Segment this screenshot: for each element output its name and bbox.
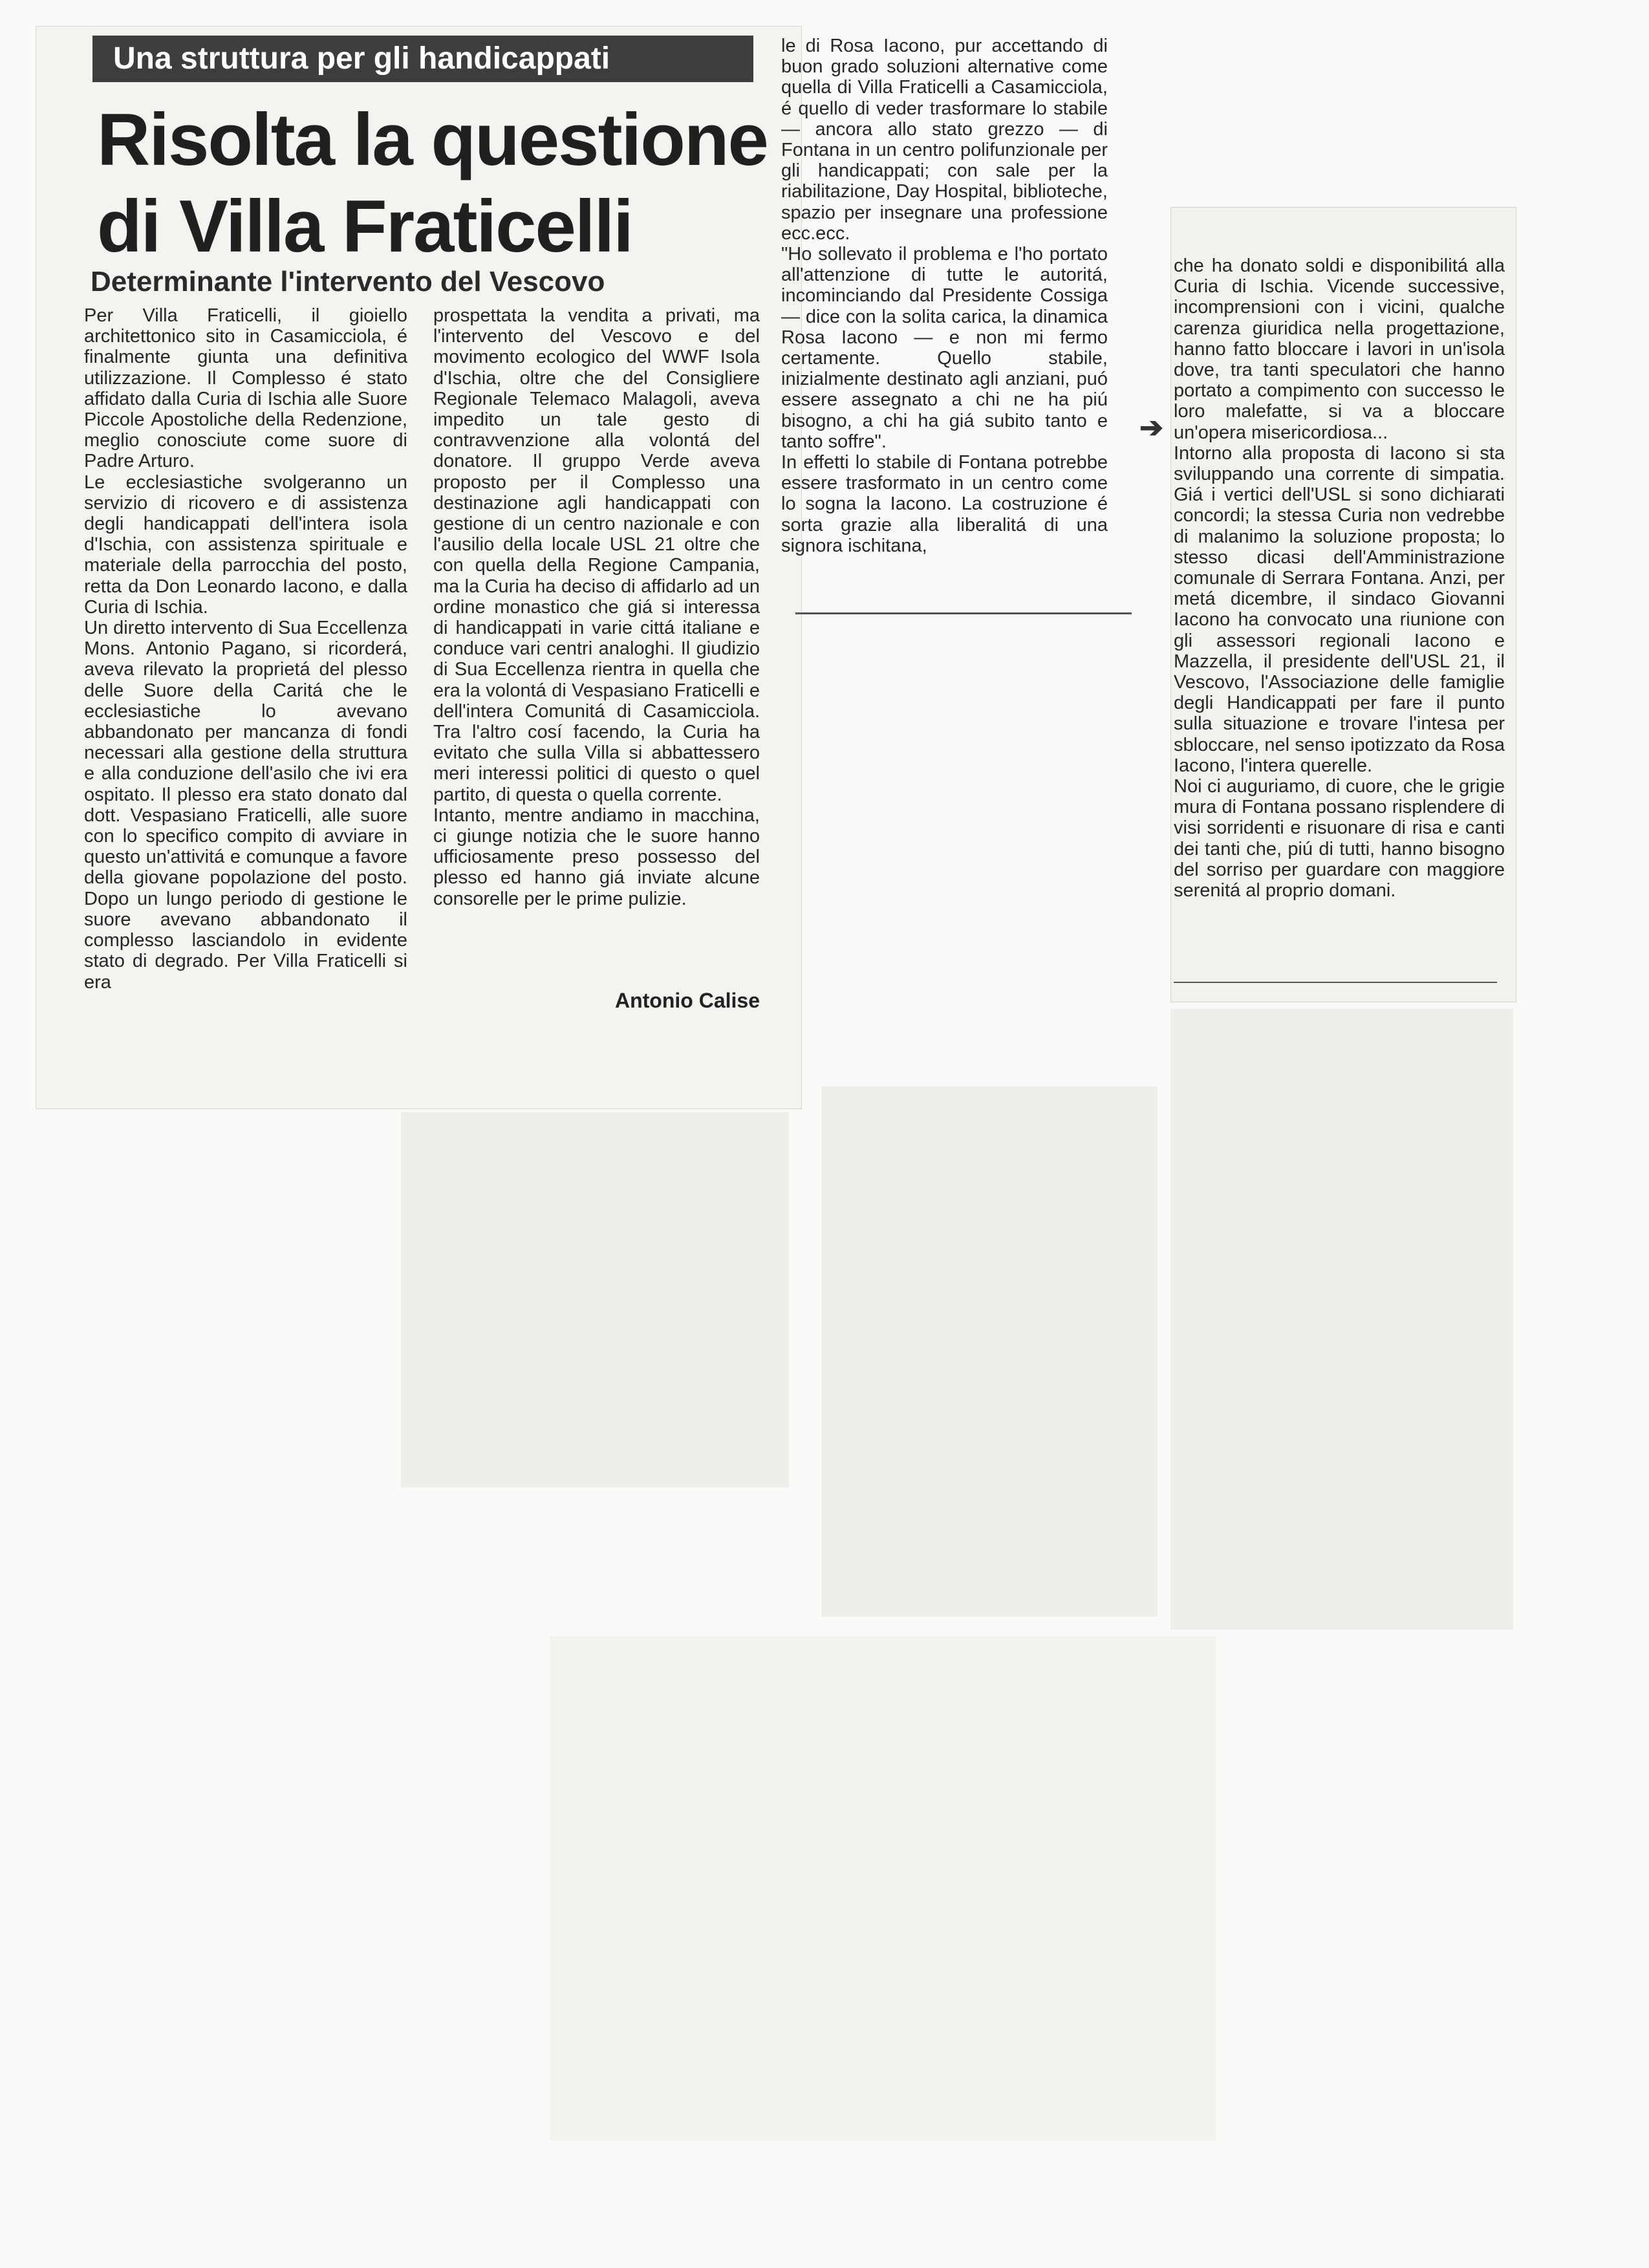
article-byline: Antonio Calise <box>614 989 760 1012</box>
reverse-bleed-left <box>401 1112 789 1487</box>
paragraph: le di Rosa Iacono, pur accettando di buon grado soluzioni alternative come quella di Villa Fraticelli a Casamicciola, é quello di veder trasformare lo stabile — ancora allo stato grezzo — di Fontana in un centro polifunzionale per gli handicappati; con sale per la riabilitazione, Day Hospital, biblioteche, spazio per insegnare una professione ecc.ecc. <box>781 36 1108 244</box>
paragraph: In effetti lo stabile di Fontana potrebbe essere trasformato in un centro come lo sogna la Iacono. La costruzione é sorta grazie alla liberalitá di una signora ischitana, <box>781 452 1108 556</box>
column-3-end-rule <box>795 612 1132 614</box>
paragraph: che ha donato soldi e disponibilitá alla Curia di Ischia. Vicende successive, incomprensioni con i vicini, qualche carenza giuridica nella progettazione, hanno fatto bloccare i lavori in un'isola dove, tra tanti speculatori che hanno portato a compimento con successo le loro malefatte, si va a bloccare un'opera misericordiosa... <box>1174 255 1505 443</box>
column-4-end-rule <box>1174 982 1497 983</box>
continuation-arrow-icon: ➔ <box>1139 412 1163 444</box>
paragraph: Un diretto intervento di Sua Eccellenza Mons. Antonio Pagano, si ricorderá, aveva rilevato la proprietá del plesso delle Suore della Caritá che le ecclesiastiche lo avevano abbandonato per mancanza di fondi necessari alla gestione della struttura e alla conduzione dell'asilo che ivi era ospitato. Il plesso era stato donato dal dott. Vespasiano Fraticelli, alle suore con lo specifico compito di avviare in questo un'attivitá e comunque a favore della giovane popolazione del posto. Dopo un lungo periodo di gestione le suore avevano abbandonato il complesso lasciandolo in evidente stato di degrado. Per Villa Fraticelli si era <box>84 618 407 993</box>
article-column-2 <box>433 305 760 909</box>
paragraph: Le ecclesiastiche svolgeranno un servizio di ricovero e di assistenza degli handicappati dell'intera isola d'Ischia, con assistenza spirituale e materiale della parrocchia del posto, retta da Don Leonardo Iacono, e dalla Curia di Ischia. <box>84 471 407 618</box>
paragraph: Intanto, mentre andiamo in macchina, ci giunge notizia che le suore hanno ufficiosamente preso possesso del plesso ed hanno giá inviate alcune consorelle per le prime pulizie. <box>433 805 760 909</box>
paragraph: "Ho sollevato il problema e l'ho portato all'attenzione di tutte le autoritá, incominciando dal Presidente Cossiga — dice con la solita carica, la dinamica Rosa Iacono — e non mi fermo certamente. Quello stabile, inizialmente destinato agli anziani, puó essere assegnato a chi ne ha piú bisogno, a chi ha giá subito tanto e tanto soffre". <box>781 244 1108 452</box>
reverse-bleed-center <box>821 1086 1158 1617</box>
paragraph: prospettata la vendita a privati, ma l'intervento del Vescovo e del movimento ecologico del WWF Isola d'Ischia, oltre che del Consigliere Regionale Telemaco Malagoli, aveva impedito un tale gesto di contravvenzione alla volontá del donatore. Il gruppo Verde aveva proposto per il Complesso una destinazione agli handicappati con gestione di un centro nazionale e con l'ausilio della locale USL 21 oltre che con quella della Regione Campania, ma la Curia ha deciso di affidarlo ad un ordine monastico che giá si interessa di handicappati in varie cittá italiane e conduce vari centri analoghi. Il giudizio di Sua Eccellenza rientra in quella che era la volontá di Vespasiano Fraticelli e dell'intera Comunitá di Casamicciola. Tra l'altro cosí facendo, la Curia ha evitato che sulla Villa si abbattessero meri interessi politici di questo o quel partito, di questa o quella corrente. <box>433 305 760 805</box>
article-headline: Risolta la questione di Villa Fraticelli <box>97 99 768 268</box>
paragraph: Noi ci auguriamo, di cuore, che le grigie mura di Fontana possano risplendere di visi sorridenti e risuonare di risa e canti dei tanti che, piú di tutti, hanno bisogno del sorriso per guardare con maggiore serenitá al proprio domani. <box>1174 776 1505 902</box>
article-column-3 <box>781 36 1108 556</box>
article-column-1 <box>84 305 407 993</box>
paragraph: Intorno alla proposta di Iacono si sta sviluppando una corrente di simpatia. Giá i vertici dell'USL si sono dichiarati concordi; la stessa Curia non vedrebbe di malanimo la soluzione proposta; lo stesso dicasi dell'Amministrazione comunale di Serrara Fontana. Anzi, per metá dicembre, il sindaco Giovanni Iacono ha convocato una riunione con gli assessori regionali Iacono e Mazzella, il presidente dell'USL 21, il Vescovo, l'Associazione delle famiglie degli Handicappati per fare il punto sulla situazione e trovare l'intesa per sbloccare, nel senso ipotizzato da Rosa Iacono, l'intera querelle. <box>1174 442 1505 776</box>
article-subhead: Determinante l'intervento del Vescovo <box>91 266 605 297</box>
article-column-4 <box>1174 255 1505 901</box>
paragraph: Per Villa Fraticelli, il gioiello architettonico sito in Casamicciola, é finalmente giunta una definitiva utilizzazione. Il Complesso é stato affidato dalla Curia di Ischia alle Suore Piccole Apostoliche della Redenzione, meglio conosciute come suore di Padre Arturo. <box>84 305 407 472</box>
reverse-bleed-bottom <box>550 1636 1216 2141</box>
article-kicker: Una struttura per gli handicappati <box>92 36 753 82</box>
reverse-bleed-right <box>1170 1009 1513 1630</box>
